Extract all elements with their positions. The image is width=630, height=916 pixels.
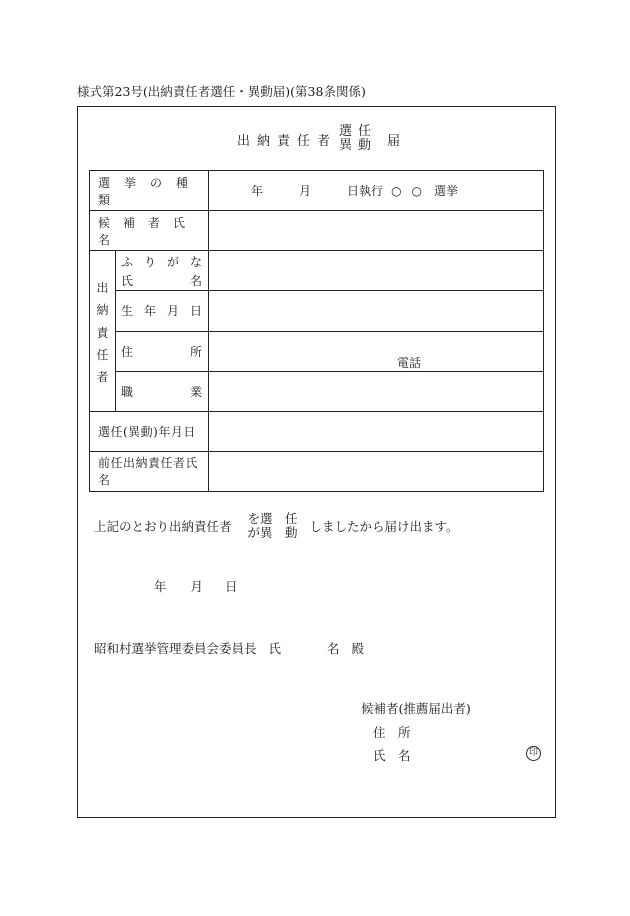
field-predecessor[interactable] [209, 451, 544, 491]
birth-char-2: 年 [144, 304, 157, 319]
birth-char-1: 生 [121, 304, 134, 319]
election-circle-2: ○ [411, 183, 423, 198]
furigana-char-2: り [144, 254, 157, 269]
treasurer-char-5: 者 [96, 369, 109, 384]
field-appointment-date[interactable] [209, 411, 544, 451]
label-address [116, 331, 209, 371]
field-candidate-name[interactable] [209, 211, 544, 251]
occupation-char-1: 職 [121, 384, 134, 399]
label-candidate-name [90, 211, 209, 251]
field-election-date[interactable] [209, 171, 544, 211]
candidate-name-label: 候補者氏名 [98, 215, 199, 247]
form-number: 様式第23号(出納責任者選任・異動届)(第38条関係) [77, 84, 366, 99]
label-predecessor [90, 451, 209, 491]
name-label [121, 272, 202, 289]
election-type-label: 選挙の種類 [98, 175, 203, 207]
birth-char-3: 月 [167, 304, 180, 319]
addressee-dono: 殿 [351, 641, 365, 656]
addressee [94, 639, 364, 657]
row-furigana-name [90, 251, 544, 291]
row-address [90, 331, 544, 371]
election-label: 選挙 [434, 184, 459, 199]
date-month: 月 [190, 579, 204, 594]
field-occupation[interactable] [209, 371, 544, 411]
statement-before: 上記のとおり出納責任者 [94, 519, 232, 534]
title-suffix: 届 [387, 133, 401, 149]
label-appointment-date [90, 411, 209, 451]
field-address[interactable] [209, 331, 544, 371]
address-char-1: 住 [121, 344, 134, 359]
treasurer-char-1: 出 [96, 281, 109, 296]
statement [94, 512, 459, 540]
submission-date [154, 577, 238, 595]
furigana-char-4: な [190, 254, 203, 269]
addressee-org: 昭和村選挙管理委員会委員長 [94, 641, 257, 656]
label-election-type [90, 171, 209, 211]
row-election-type [90, 171, 544, 211]
addressee-mei: 名 [327, 641, 340, 656]
title-option-change: 異動 [339, 138, 378, 153]
election-circle-1: ○ [391, 183, 402, 198]
treasurer-group-label [90, 251, 115, 411]
treasurer-char-2: 納 [96, 303, 109, 318]
label-birthdate [116, 291, 209, 331]
treasurer-group-cell [90, 251, 116, 412]
furigana-label [121, 253, 202, 270]
name-char-1: 氏 [121, 273, 134, 288]
election-day: 日執行 [347, 184, 384, 199]
election-year: 年 [251, 184, 264, 199]
submitter-address-label: 住 所 [373, 725, 411, 740]
row-birthdate [90, 291, 544, 331]
seal-mark: 印 [526, 746, 541, 761]
appointment-date-label: 選任(異動)年月日 [98, 424, 196, 439]
row-occupation [90, 371, 544, 411]
row-candidate-name [90, 211, 544, 251]
field-birthdate[interactable] [209, 291, 544, 331]
title-option-appoint: 選任 [339, 124, 378, 139]
predecessor-label: 前任出納責任者氏名 [98, 456, 199, 488]
row-predecessor [90, 451, 544, 491]
treasurer-form-table [89, 170, 544, 492]
furigana-char-3: が [167, 254, 180, 269]
name-char-2: 名 [190, 273, 203, 288]
statement-choice-appoint: を選 任 [247, 511, 298, 526]
election-month: 月 [299, 184, 312, 199]
birth-char-4: 日 [190, 304, 203, 319]
date-year: 年 [154, 579, 167, 594]
field-treasurer-name[interactable] [209, 251, 544, 291]
treasurer-char-3: 責 [96, 325, 109, 340]
row-appointment-date [90, 411, 544, 451]
label-occupation [116, 371, 209, 411]
treasurer-char-4: 任 [96, 347, 109, 362]
addressee-shi: 氏 [268, 641, 282, 656]
occupation-char-2: 業 [190, 384, 203, 399]
statement-choice-change: が異 動 [247, 525, 298, 540]
phone-label: 電話 [397, 355, 422, 370]
form-title [237, 125, 400, 153]
submitter-name-label: 氏 名 [373, 748, 411, 763]
label-furigana-name [116, 251, 209, 291]
title-main: 出納責任者 [237, 133, 338, 149]
submitter-title: 候補者(推薦届出者) [361, 701, 471, 716]
statement-after: しましたから届け出ます。 [309, 519, 459, 534]
furigana-char-1: ふ [121, 254, 134, 269]
date-day: 日 [225, 579, 238, 594]
address-char-2: 所 [190, 344, 203, 359]
